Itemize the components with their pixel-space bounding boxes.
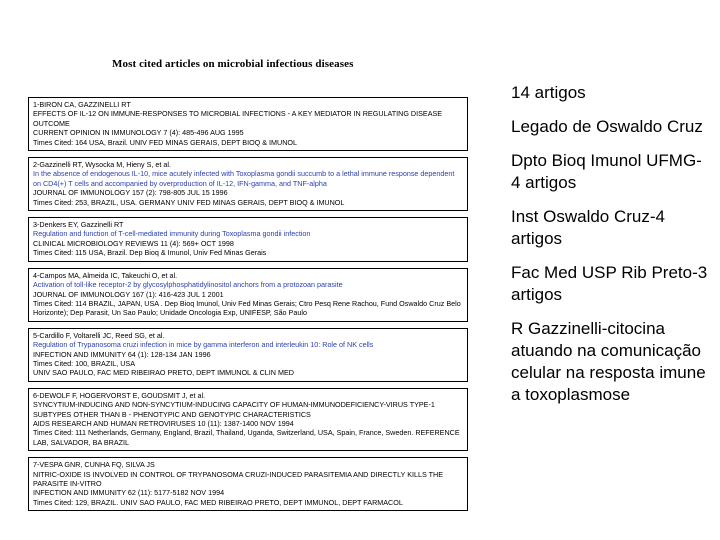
- entry-authors: 4-Campos MA, Almeida IC, Takeuchi O, et al.: [33, 270, 178, 280]
- entry-citations: Times Cited: 164 USA, Brazil. UNIV FED MINAS GERAIS, DEPT BIOQ & IMUNOL: [33, 137, 297, 147]
- entry-title: Activation of toll-like receptor-2 by glycosylphosphatidylinositol anchors from a protozoan parasite: [33, 280, 343, 290]
- citation-entry-5: [28, 328, 468, 382]
- citation-entry-1: [28, 97, 468, 151]
- entry-journal: INFECTION AND IMMUNITY 64 (1): 128-134 JAN 1996: [33, 349, 211, 359]
- entry-title: EFFECTS OF IL-12 ON IMMUNE-RESPONSES TO MICROBIAL INFECTIONS - A KEY MEDIATOR IN REGULATING DISEASE OUTCOME: [33, 109, 443, 128]
- entry-journal: INFECTION AND IMMUNITY 62 (11): 5177-5182 NOV 1994: [33, 488, 225, 498]
- entry-title: Regulation and function of T-cell-mediated immunity during Toxoplasma gondii infection: [33, 229, 311, 239]
- entry-journal: CLINICAL MICROBIOLOGY REVIEWS 11 (4): 569+ OCT 1998: [33, 238, 234, 248]
- citation-entry-4: [28, 268, 468, 322]
- entry-citations: Times Cited: 100, BRAZIL, USA: [33, 358, 135, 368]
- note-article-count: 14 artigos: [511, 83, 586, 102]
- entry-journal: CURRENT OPINION IN IMMUNOLOGY 7 (4): 485-496 AUG 1995: [33, 128, 244, 138]
- entry-title: In the absence of endogenous IL-10, mice acutely infected with Toxoplasma gondii succumb to a lethal immune response dependent on CD4(+) T cells and accompanied by overproduction of IL-12, IFN-gamma, and TNF-alpha: [33, 169, 455, 188]
- entry-title: NITRIC-OXIDE IS INVOLVED IN CONTROL OF TRYPANOSOMA CRUZI-INDUCED PARASITEMIA AND DIRECTLY KILLS THE PARASITE IN-VITRO: [33, 469, 444, 488]
- entry-citations: Times Cited: 253, BRAZIL, USA. GERMANY UNIV FED MINAS GERAIS, DEPT BIOQ & IMUNOL: [33, 197, 345, 207]
- citation-list: [28, 97, 468, 517]
- citation-entry-3: [28, 217, 468, 262]
- entry-citations: Times Cited: 114 BRAZIL, JAPAN, USA . Dep Bioq Imunol, Univ Fed Minas Gerais; Ctro Pesq Rene Rachou, Fund Oswaldo Cruz Belo Horizonte); Dep Parasit, Un Sao Paulo; Unidade Oncologia Exp, UNIFESP, São Paulo: [33, 298, 461, 318]
- entry-journal: JOURNAL OF IMMUNOLOGY 167 (1): 416-423 JUL 1 2001: [33, 289, 224, 299]
- citation-entry-6: [28, 388, 468, 451]
- entry-authors: 5-Cardillo F, Voltarelli JC, Reed SG, et al.: [33, 330, 165, 340]
- entry-journal: AIDS RESEARCH AND HUMAN RETROVIRUSES 10 (11): 1387-1400 NOV 1994: [33, 418, 294, 428]
- note-ioc: Inst Oswaldo Cruz-4 artigos: [511, 207, 665, 248]
- entry-authors: 3-Denkers EY, Gazzinelli RT: [33, 220, 124, 230]
- note-usp: Fac Med USP Rib Preto-3 artigos: [511, 263, 708, 304]
- entry-authors: 2-Gazzinelli RT, Wysocka M, Hieny S, et al.: [33, 160, 172, 170]
- entry-authors: 6-DEWOLF F, HOGERVORST E, GOUDSMIT J, et al.: [33, 390, 206, 400]
- entry-authors: 7-VESPA GNR, CUNHA FQ, SILVA JS: [33, 460, 155, 470]
- entry-citations: Times Cited: 111 Netherlands, Germany, England, Brazil, Thailand, Uganda, Switzerland, USA, Spain, France, Sweden. REFERENCE LAB, SALVADOR, BA BRAZIL: [33, 428, 460, 447]
- entry-affiliation: UNIV SAO PAULO, FAC MED RIBEIRAO PRETO, DEPT IMMUNOL & CLIN MED: [33, 368, 294, 378]
- page-title: Most cited articles on microbial infectious diseases: [112, 58, 354, 70]
- note-gazzinelli: R Gazzinelli-citocina atuando na comunicação celular na resposta imune a toxoplasmose: [511, 319, 706, 404]
- sidebar-notes: [511, 82, 711, 418]
- entry-journal: JOURNAL OF IMMUNOLOGY 157 (2): 798-805 JUL 15 1996: [33, 188, 228, 198]
- note-ufmg: Dpto Bioq Imunol UFMG-4 artigos: [511, 151, 702, 192]
- entry-citations: Times Cited: 115 USA, Brazil. Dep Bioq & Imunol, Univ Fed Minas Gerais: [33, 248, 267, 258]
- note-oswaldo-cruz-legacy: Legado de Oswaldo Cruz: [511, 117, 703, 136]
- citation-entry-2: [28, 157, 468, 211]
- entry-authors: 1-BIRON CA, GAZZINELLI RT: [33, 100, 131, 109]
- citation-entry-7: [28, 457, 468, 511]
- entry-title: Regulation of Trypanosoma cruzi infection in mice by gamma interferon and interleukin 10: Role of NK cells: [33, 340, 374, 350]
- entry-title: SYNCYTIUM-INDUCING AND NON-SYNCYTIUM-INDUCING CAPACITY OF HUMAN-IMMUNODEFICIENCY-VIRUS TYPE-1 SUBTYPES OTHER THAN B - PHENOTYPIC AND GENOTYPIC CHARACTERISTICS: [33, 400, 435, 419]
- entry-citations: Times Cited: 129, BRAZIL. UNIV SAO PAULO, FAC MED RIBEIRAO PRETO, DEPT IMMUNOL, DEPT FARMACOL: [33, 497, 403, 507]
